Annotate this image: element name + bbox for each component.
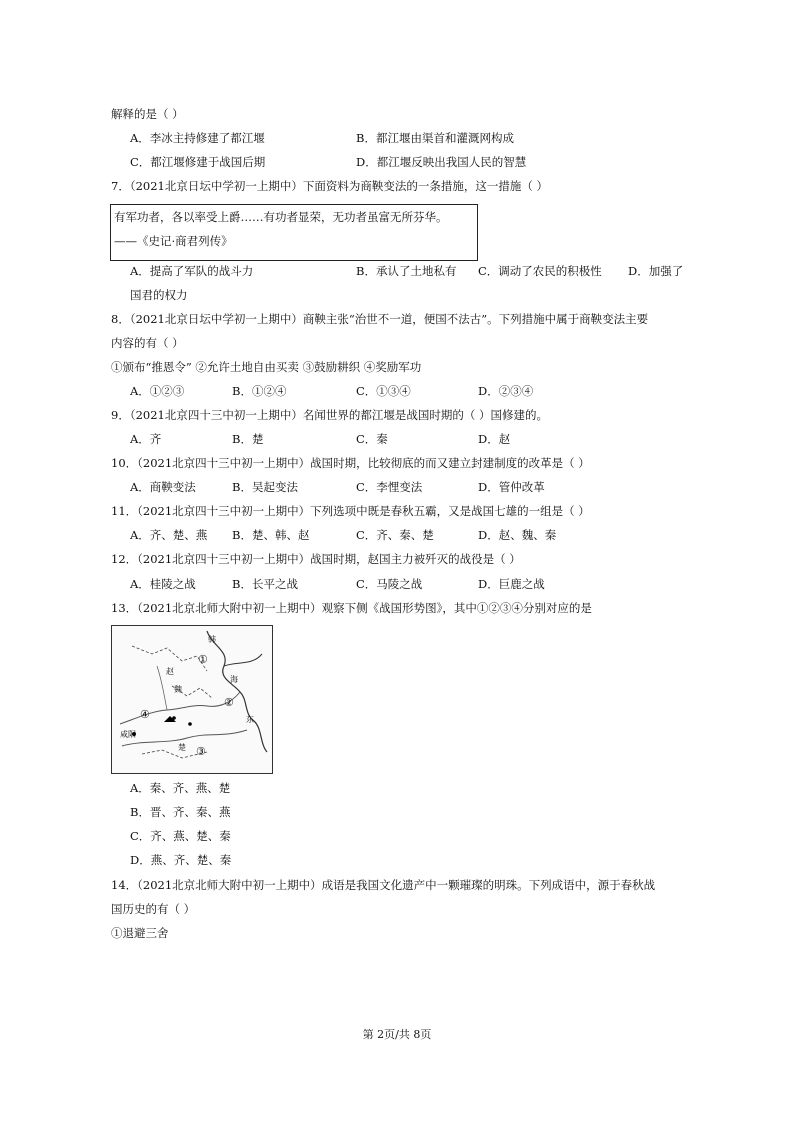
q9-stem: 9．（2021北京四十三中初一上期中）名闻世界的都江堰是战国时期的（ ）国修建的。 <box>111 408 548 422</box>
map-label-han: 韩 <box>208 635 216 644</box>
q10-option-a[interactable]: A．商鞅变法 <box>130 480 196 494</box>
q7-option-d-cont: 国君的权力 <box>130 288 188 302</box>
q9-option-d[interactable]: D．赵 <box>478 432 511 446</box>
map-label-wei: 魏 <box>174 685 182 694</box>
q8-stem-line2: 内容的有（ ） <box>111 336 184 350</box>
q7-option-b[interactable]: B．承认了土地私有 <box>356 264 457 278</box>
q12-stem: 12．（2021北京四十三中初一上期中）战国时期，赵国主力被歼灭的战役是（ ） <box>111 552 521 566</box>
warring-states-map <box>111 625 273 774</box>
q7-quote: 有军功者，各以率受上爵……有功者显荣，无功者虽富无所芬华。 <box>114 210 448 224</box>
q13-option-d[interactable]: D．燕、齐、楚、秦 <box>130 853 232 867</box>
q9-option-c[interactable]: C．秦 <box>356 432 388 446</box>
map-label-dong: 东 <box>246 715 254 724</box>
q14-item-1: ①退避三舍 <box>111 926 169 940</box>
q6-option-a[interactable]: A．李冰主持修建了都江堰 <box>130 131 265 145</box>
q12-option-b[interactable]: B．长平之战 <box>232 577 298 591</box>
q12-option-c[interactable]: C．马陵之战 <box>356 577 423 591</box>
q10-option-b[interactable]: B．吴起变法 <box>232 480 298 494</box>
map-label-hai: 海 <box>230 675 238 684</box>
map-label-3: ③ <box>196 745 206 758</box>
q13-stem: 13．（2021北京北师大附中初一上期中）观察下侧《战国形势图》，其中①②③④分别对应的是 <box>111 601 592 615</box>
q9-option-b[interactable]: B．楚 <box>232 432 264 446</box>
q8-option-b[interactable]: B．①②④ <box>232 384 287 398</box>
q10-stem: 10．（2021北京四十三中初一上期中）战国时期，比较彻底的而又建立封建制度的改革是（ ） <box>111 456 590 470</box>
q11-option-a[interactable]: A．齐、楚、燕 <box>130 528 208 542</box>
q8-stem-line1: 8．（2021北京日坛中学初一上期中）商鞅主张“治世不一道，便国不法古”。下列措施中属于商鞅变法主要 <box>111 312 649 326</box>
map-label-4: ④ <box>140 708 150 721</box>
q6-stem-tail: 解释的是（ ） <box>111 107 184 121</box>
q7-option-a[interactable]: A．提高了军队的战斗力 <box>130 264 254 278</box>
q8-option-c[interactable]: C．①③④ <box>356 384 411 398</box>
map-label-zhao: 赵 <box>166 667 174 676</box>
q11-stem: 11．（2021北京四十三中初一上期中）下列选项中既是春秋五霸，又是战国七雄的一组是（ ） <box>111 504 590 518</box>
q11-option-c[interactable]: C．齐、秦、楚 <box>356 528 434 542</box>
q6-option-c[interactable]: C．都江堰修建于战国后期 <box>130 155 266 169</box>
q14-stem-line1: 14．（2021北京北师大附中初一上期中）成语是我国文化遗产中一颗璀璨的明珠。下列成语中，源于春秋战 <box>111 878 656 892</box>
page-number: 第 2页/共 8页 <box>362 1028 432 1041</box>
q7-option-c[interactable]: C．调动了农民的积极性 <box>478 264 602 278</box>
q10-option-d[interactable]: D．管仲改革 <box>478 480 545 494</box>
q13-option-c[interactable]: C．齐、燕、楚、秦 <box>130 829 231 843</box>
map-label-xianyang: 咸阳 <box>120 730 136 739</box>
q7-option-d[interactable]: D．加强了 <box>628 264 684 278</box>
q13-option-a[interactable]: A．秦、齐、燕、楚 <box>130 781 231 795</box>
q8-items: ①颁布“推恩令” ②允许土地自由买卖 ③鼓励耕织 ④奖励军功 <box>111 360 422 374</box>
map-label-chu: 楚 <box>178 743 186 752</box>
q8-option-d[interactable]: D．②③④ <box>478 384 534 398</box>
q10-option-c[interactable]: C．李悝变法 <box>356 480 423 494</box>
q6-option-d[interactable]: D．都江堰反映出我国人民的智慧 <box>356 155 527 169</box>
q11-option-b[interactable]: B．楚、韩、赵 <box>232 528 310 542</box>
map-label-2: ② <box>224 696 234 709</box>
map-label-1: ① <box>198 653 208 666</box>
q7-source: ——《史记·商君列传》 <box>114 234 233 248</box>
q6-option-b[interactable]: B．都江堰由渠首和灌溉网构成 <box>356 131 514 145</box>
q11-option-d[interactable]: D．赵、魏、秦 <box>478 528 557 542</box>
q12-option-a[interactable]: A．桂陵之战 <box>130 577 196 591</box>
q8-option-a[interactable]: A．①②③ <box>130 384 185 398</box>
q7-stem: 7．（2021北京日坛中学初一上期中）下面资料为商鞅变法的一条措施，这一措施（ ） <box>111 179 548 193</box>
q14-stem-line2: 国历史的有（ ） <box>111 902 196 916</box>
q12-option-d[interactable]: D．巨鹿之战 <box>478 577 545 591</box>
q9-option-a[interactable]: A．齐 <box>130 432 162 446</box>
q13-option-b[interactable]: B．晋、齐、秦、燕 <box>130 805 231 819</box>
